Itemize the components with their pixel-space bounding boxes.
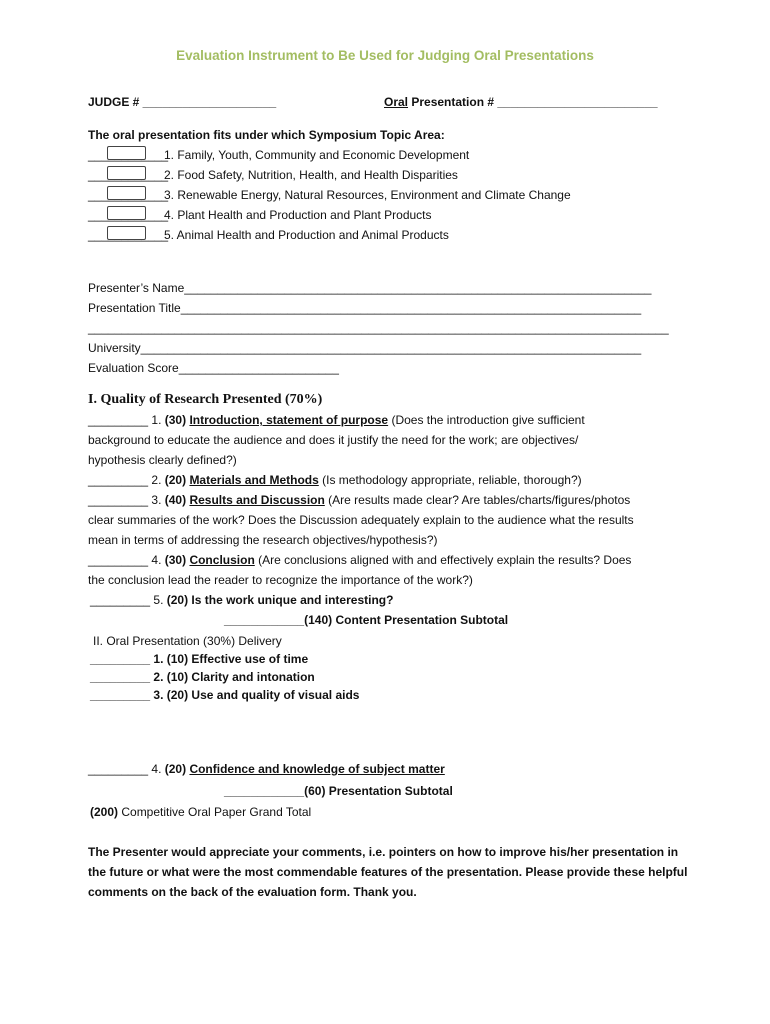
section2-item-1 (90, 651, 308, 667)
presentation-subtotal-blank[interactable]: ____________ (224, 784, 305, 798)
grand-total (90, 804, 311, 820)
closing-note: The Presenter would appreciate your comments, i.e. pointers on how to improve his/her presentation in the future or what were the most commendable features of the presentation. Please provide these helpful comments on the back of the evaluation form. Thank you. (88, 845, 688, 899)
item-1-line-2: background to educate the audience and does it justify the need for the work; are objectives/ (88, 433, 579, 447)
item-2-desc: (Is methodology appropriate, reliable, thorough?) (318, 473, 582, 487)
topic-2-blank: ____________ (88, 168, 169, 182)
section2-item-2 (90, 669, 315, 685)
university-field[interactable]: University___________________________________________________________________________ (88, 341, 642, 355)
item-3-line-2: clear summaries of the work? Does the Discussion adequately explain to the audience what the results (88, 513, 634, 527)
grand-total-label: Competitive Oral Paper Grand Total (118, 805, 312, 819)
item-4-title: Conclusion (189, 553, 255, 567)
s2-item-3-text: 3. (20) Use and quality of visual aids (150, 688, 360, 702)
topic-2-label: 2. Food Safety, Nutrition, Health, and Health Disparities (164, 168, 458, 182)
item-4-points: (30) (164, 553, 187, 567)
s2-item-1-blank[interactable]: _________ (90, 652, 151, 666)
item-1-blank[interactable]: _________ 1. (88, 413, 162, 427)
topic-5-blank: ____________ (88, 228, 169, 242)
s2-item-2-text: 2. (10) Clarity and intonation (150, 670, 315, 684)
section1-item-5 (90, 592, 393, 608)
item-1-points: (30) (164, 413, 187, 427)
s2-item-1-text: 1. (10) Effective use of time (150, 652, 309, 666)
item-3-title: Results and Discussion (189, 493, 325, 507)
item-4-line-2: the conclusion lead the reader to recognize the importance of the work?) (88, 573, 473, 587)
presentation-number-field[interactable] (384, 94, 658, 110)
oral-label: Oral (384, 95, 409, 109)
section2-item-4 (88, 761, 445, 777)
topic-1-label: 1. Family, Youth, Community and Economic Development (164, 148, 470, 162)
s2-item-3-blank[interactable]: _________ (90, 688, 151, 702)
item-4-blank[interactable]: _________ 4. (88, 553, 162, 567)
judge-number-field[interactable]: JUDGE # ____________________ (88, 95, 277, 109)
topic-5-label: 5. Animal Health and Production and Animal Products (164, 228, 449, 242)
topic-4-label: 4. Plant Health and Production and Plant Products (164, 208, 432, 222)
presentation-number-label: Presentation # ________________________ (408, 95, 658, 109)
presentation-title-continued[interactable]: _______________________________________________________________________________________ (88, 321, 669, 335)
evaluation-score-field[interactable]: Evaluation Score________________________ (88, 361, 339, 375)
s2-item-2-blank[interactable]: _________ (90, 670, 151, 684)
item-3-line-3: mean in terms of addressing the research objectives/hypothesis?) (88, 533, 438, 547)
section1-item-4 (88, 552, 631, 568)
grand-total-points: (200) (90, 805, 119, 819)
item-2-title: Materials and Methods (189, 473, 319, 487)
s2-item-4-title: Confidence and knowledge of subject matter (189, 762, 445, 776)
topic-1-blank: ____________ (88, 148, 169, 162)
s2-item-4-blank[interactable]: _________ 4. (88, 762, 162, 776)
section-2-heading: II. Oral Presentation (30%) Delivery (93, 634, 282, 648)
section2-item-3 (90, 687, 359, 703)
topic-4-blank: ____________ (88, 208, 169, 222)
item-3-points: (40) (164, 493, 187, 507)
content-subtotal-blank[interactable]: ____________ (224, 613, 305, 627)
presentation-subtotal-label: (60) Presentation Subtotal (304, 784, 453, 798)
item-1-title: Introduction, statement of purpose (189, 413, 389, 427)
section1-item-1 (88, 412, 585, 428)
topic-3-blank: ____________ (88, 188, 169, 202)
section1-item-2 (88, 472, 582, 488)
s2-item-4-points: (20) (164, 762, 187, 776)
item-1-desc: (Does the introduction give sufficient (388, 413, 585, 427)
topic-question: The oral presentation fits under which Symposium Topic Area: (88, 128, 445, 142)
item-3-desc: (Are results made clear? Are tables/charts/figures/photos (324, 493, 631, 507)
item-3-blank[interactable]: _________ 3. (88, 493, 162, 507)
section-1-heading: I. Quality of Research Presented (70%) (88, 392, 323, 407)
presentation-subtotal (224, 783, 453, 799)
item-2-points: (20) (164, 473, 187, 487)
item-4-desc: (Are conclusions aligned with and effectively explain the results? Does (254, 553, 632, 567)
item-5-text: (20) Is the work unique and interesting? (166, 593, 394, 607)
presenter-name-field[interactable]: Presenter’s Name______________________________________________________________________ (88, 281, 652, 295)
topic-3-label: 3. Renewable Energy, Natural Resources, Environment and Climate Change (164, 188, 571, 202)
content-subtotal (224, 612, 508, 628)
presentation-title-field[interactable]: Presentation Title_____________________________________________________________________ (88, 301, 642, 315)
item-5-blank[interactable]: _________ 5. (90, 593, 164, 607)
form-title: Evaluation Instrument to Be Used for Judging Oral Presentations (176, 48, 594, 63)
content-subtotal-label: (140) Content Presentation Subtotal (304, 613, 509, 627)
item-1-line-3: hypothesis clearly defined?) (88, 453, 237, 467)
item-2-blank[interactable]: _________ 2. (88, 473, 162, 487)
section1-item-3 (88, 492, 630, 508)
